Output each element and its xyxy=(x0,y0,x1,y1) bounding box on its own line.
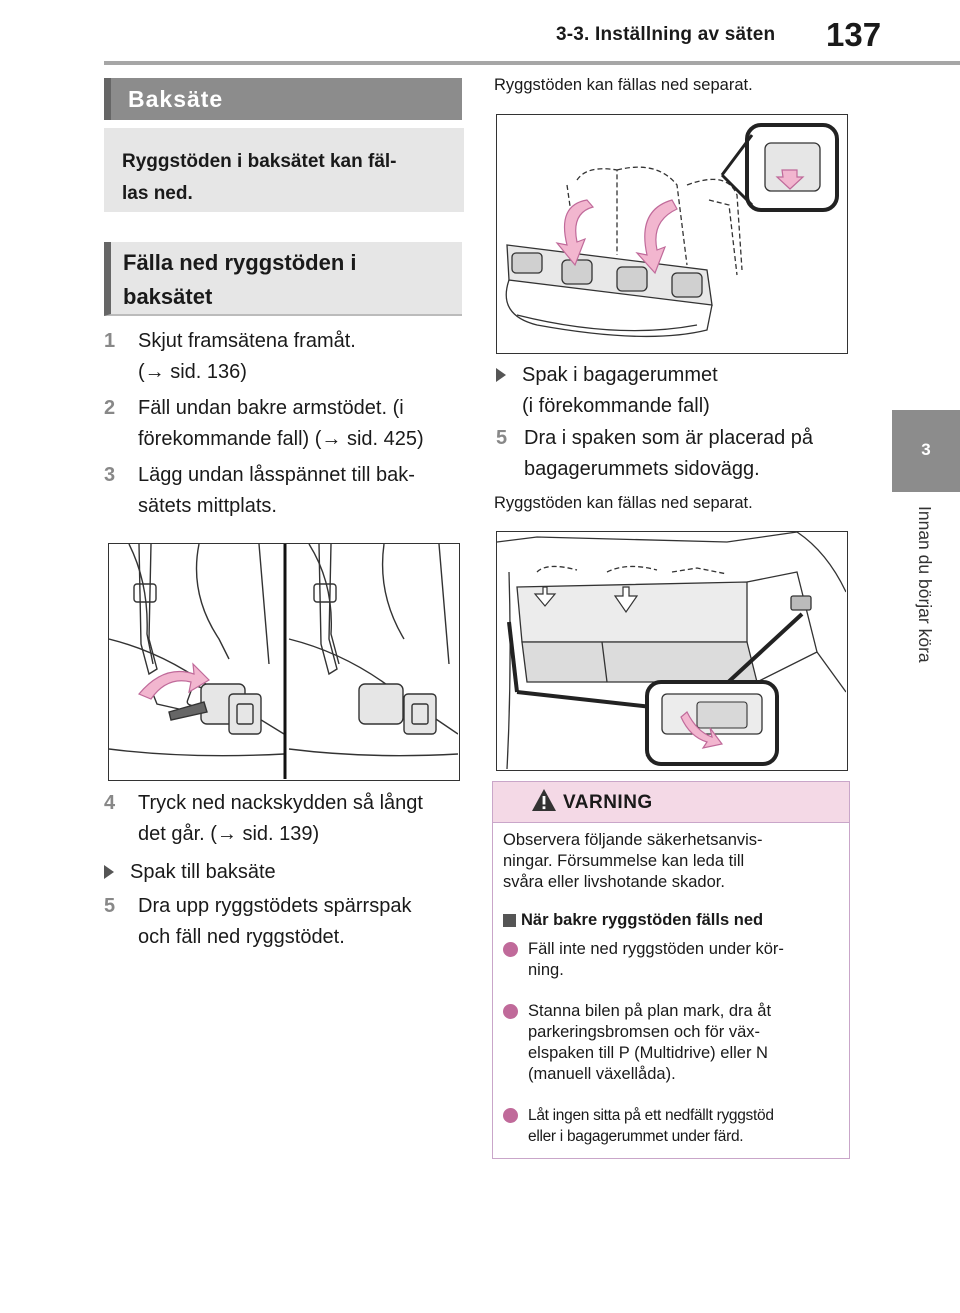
arrow-bullet-icon xyxy=(104,865,114,879)
step-5-left xyxy=(104,891,464,953)
warning-item-line: eller i bagagerummet under färd. xyxy=(528,1128,744,1145)
warning-item xyxy=(503,1105,848,1147)
warning-item-line: parkeringsbromsen och för väx- xyxy=(528,1023,761,1041)
figure-buckle xyxy=(108,543,460,781)
round-bullet-icon xyxy=(503,1004,518,1019)
warning-item-line: Låt ingen sitta på ett nedfällt ryggstöd xyxy=(528,1107,774,1124)
step-number: 3 xyxy=(104,464,116,486)
warning-intro-line: ningar. Försummelse kan leda till xyxy=(503,852,745,870)
warning-item-line: Fäll inte ned ryggstöden under kör- xyxy=(528,940,784,958)
figure-rear-seats xyxy=(496,114,848,354)
warning-item-line: (manuell växellåda). xyxy=(528,1065,676,1083)
warning-item xyxy=(503,939,843,981)
step-text: Dra i spaken som är placerad på xyxy=(524,427,814,449)
page-number: 137 xyxy=(826,16,882,53)
step-5-right xyxy=(496,423,856,485)
bullet-text: Spak till baksäte xyxy=(130,861,276,883)
round-bullet-icon xyxy=(503,1108,518,1123)
step-text: (→ sid. 136) xyxy=(138,361,247,383)
warning-subheading-text: När bakre ryggstöden fälls ned xyxy=(521,911,764,929)
step-text: Dra upp ryggstödets spärrspak xyxy=(138,895,412,917)
intro-box xyxy=(104,128,464,212)
heading-line: Fälla ned ryggstöden i xyxy=(123,250,357,275)
buckle-illustration xyxy=(109,544,458,779)
warning-item-line: Stanna bilen på plan mark, dra åt xyxy=(528,1002,772,1020)
step-number: 5 xyxy=(496,427,508,449)
step-text: Skjut framsätena framåt. xyxy=(138,330,356,352)
step-1 xyxy=(104,326,464,388)
step-text: det går. (→ sid. 139) xyxy=(138,823,320,845)
step-text: Lägg undan låsspännet till bak- xyxy=(138,464,415,486)
warning-intro xyxy=(503,830,843,893)
note-separate: Ryggstöden kan fällas ned separat. xyxy=(494,76,753,94)
heading-line: baksätet xyxy=(123,284,213,309)
warning-header xyxy=(493,782,849,823)
step-2 xyxy=(104,393,464,455)
warning-intro-line: Observera följande säkerhetsanvis- xyxy=(503,831,763,849)
bullet-text: Spak i bagagerummet xyxy=(522,364,718,386)
chapter-number: 3 xyxy=(921,440,931,459)
warning-subheading xyxy=(503,910,843,931)
step-text: Tryck ned nackskydden så långt xyxy=(138,792,423,814)
step-text: bagagerummets sidovägg. xyxy=(524,458,760,480)
bullet-trunk-lever xyxy=(496,360,856,422)
step-text: Fäll undan bakre armstödet. (i xyxy=(138,397,404,419)
warning-item-line: ning. xyxy=(528,961,564,979)
bullet-text: (i förekommande fall) xyxy=(522,395,710,417)
warning-intro-line: svåra eller livshotande skador. xyxy=(503,873,725,891)
header-rule xyxy=(104,61,960,65)
step-text: förekommande fall) (→ sid. 425) xyxy=(138,428,424,450)
arrow-icon xyxy=(139,664,209,699)
step-number: 4 xyxy=(104,792,116,814)
chapter-tab xyxy=(892,410,960,492)
square-bullet-icon xyxy=(503,914,516,927)
step-3 xyxy=(104,460,464,522)
intro-line: Ryggstöden i baksätet kan fäl- xyxy=(122,151,397,172)
heading-baksate: Baksäte xyxy=(104,78,462,120)
warning-item xyxy=(503,1001,843,1085)
figure-trunk xyxy=(496,531,848,771)
warning-title: VARNING xyxy=(563,792,653,813)
bullet-rear-seat-lever xyxy=(104,857,464,888)
chapter-title: Innan du börjar köra xyxy=(915,506,935,663)
section-title: 3-3. Inställning av säten xyxy=(556,24,776,45)
warning-box xyxy=(492,781,850,1159)
heading-falla-ned xyxy=(104,242,462,316)
step-text: sätets mittplats. xyxy=(138,495,277,517)
rear-seats-illustration xyxy=(497,115,846,352)
step-number: 1 xyxy=(104,330,116,352)
note-separate: Ryggstöden kan fällas ned separat. xyxy=(494,494,753,512)
step-number: 2 xyxy=(104,397,116,419)
warning-triangle-icon xyxy=(531,788,557,812)
step-4 xyxy=(104,788,464,850)
trunk-illustration xyxy=(497,532,846,769)
round-bullet-icon xyxy=(503,942,518,957)
intro-line: las ned. xyxy=(122,183,193,204)
step-text: och fäll ned ryggstödet. xyxy=(138,926,345,948)
arrow-bullet-icon xyxy=(496,368,506,382)
step-number: 5 xyxy=(104,895,116,917)
warning-item-line: elspaken till P (Multidrive) eller N xyxy=(528,1044,768,1062)
